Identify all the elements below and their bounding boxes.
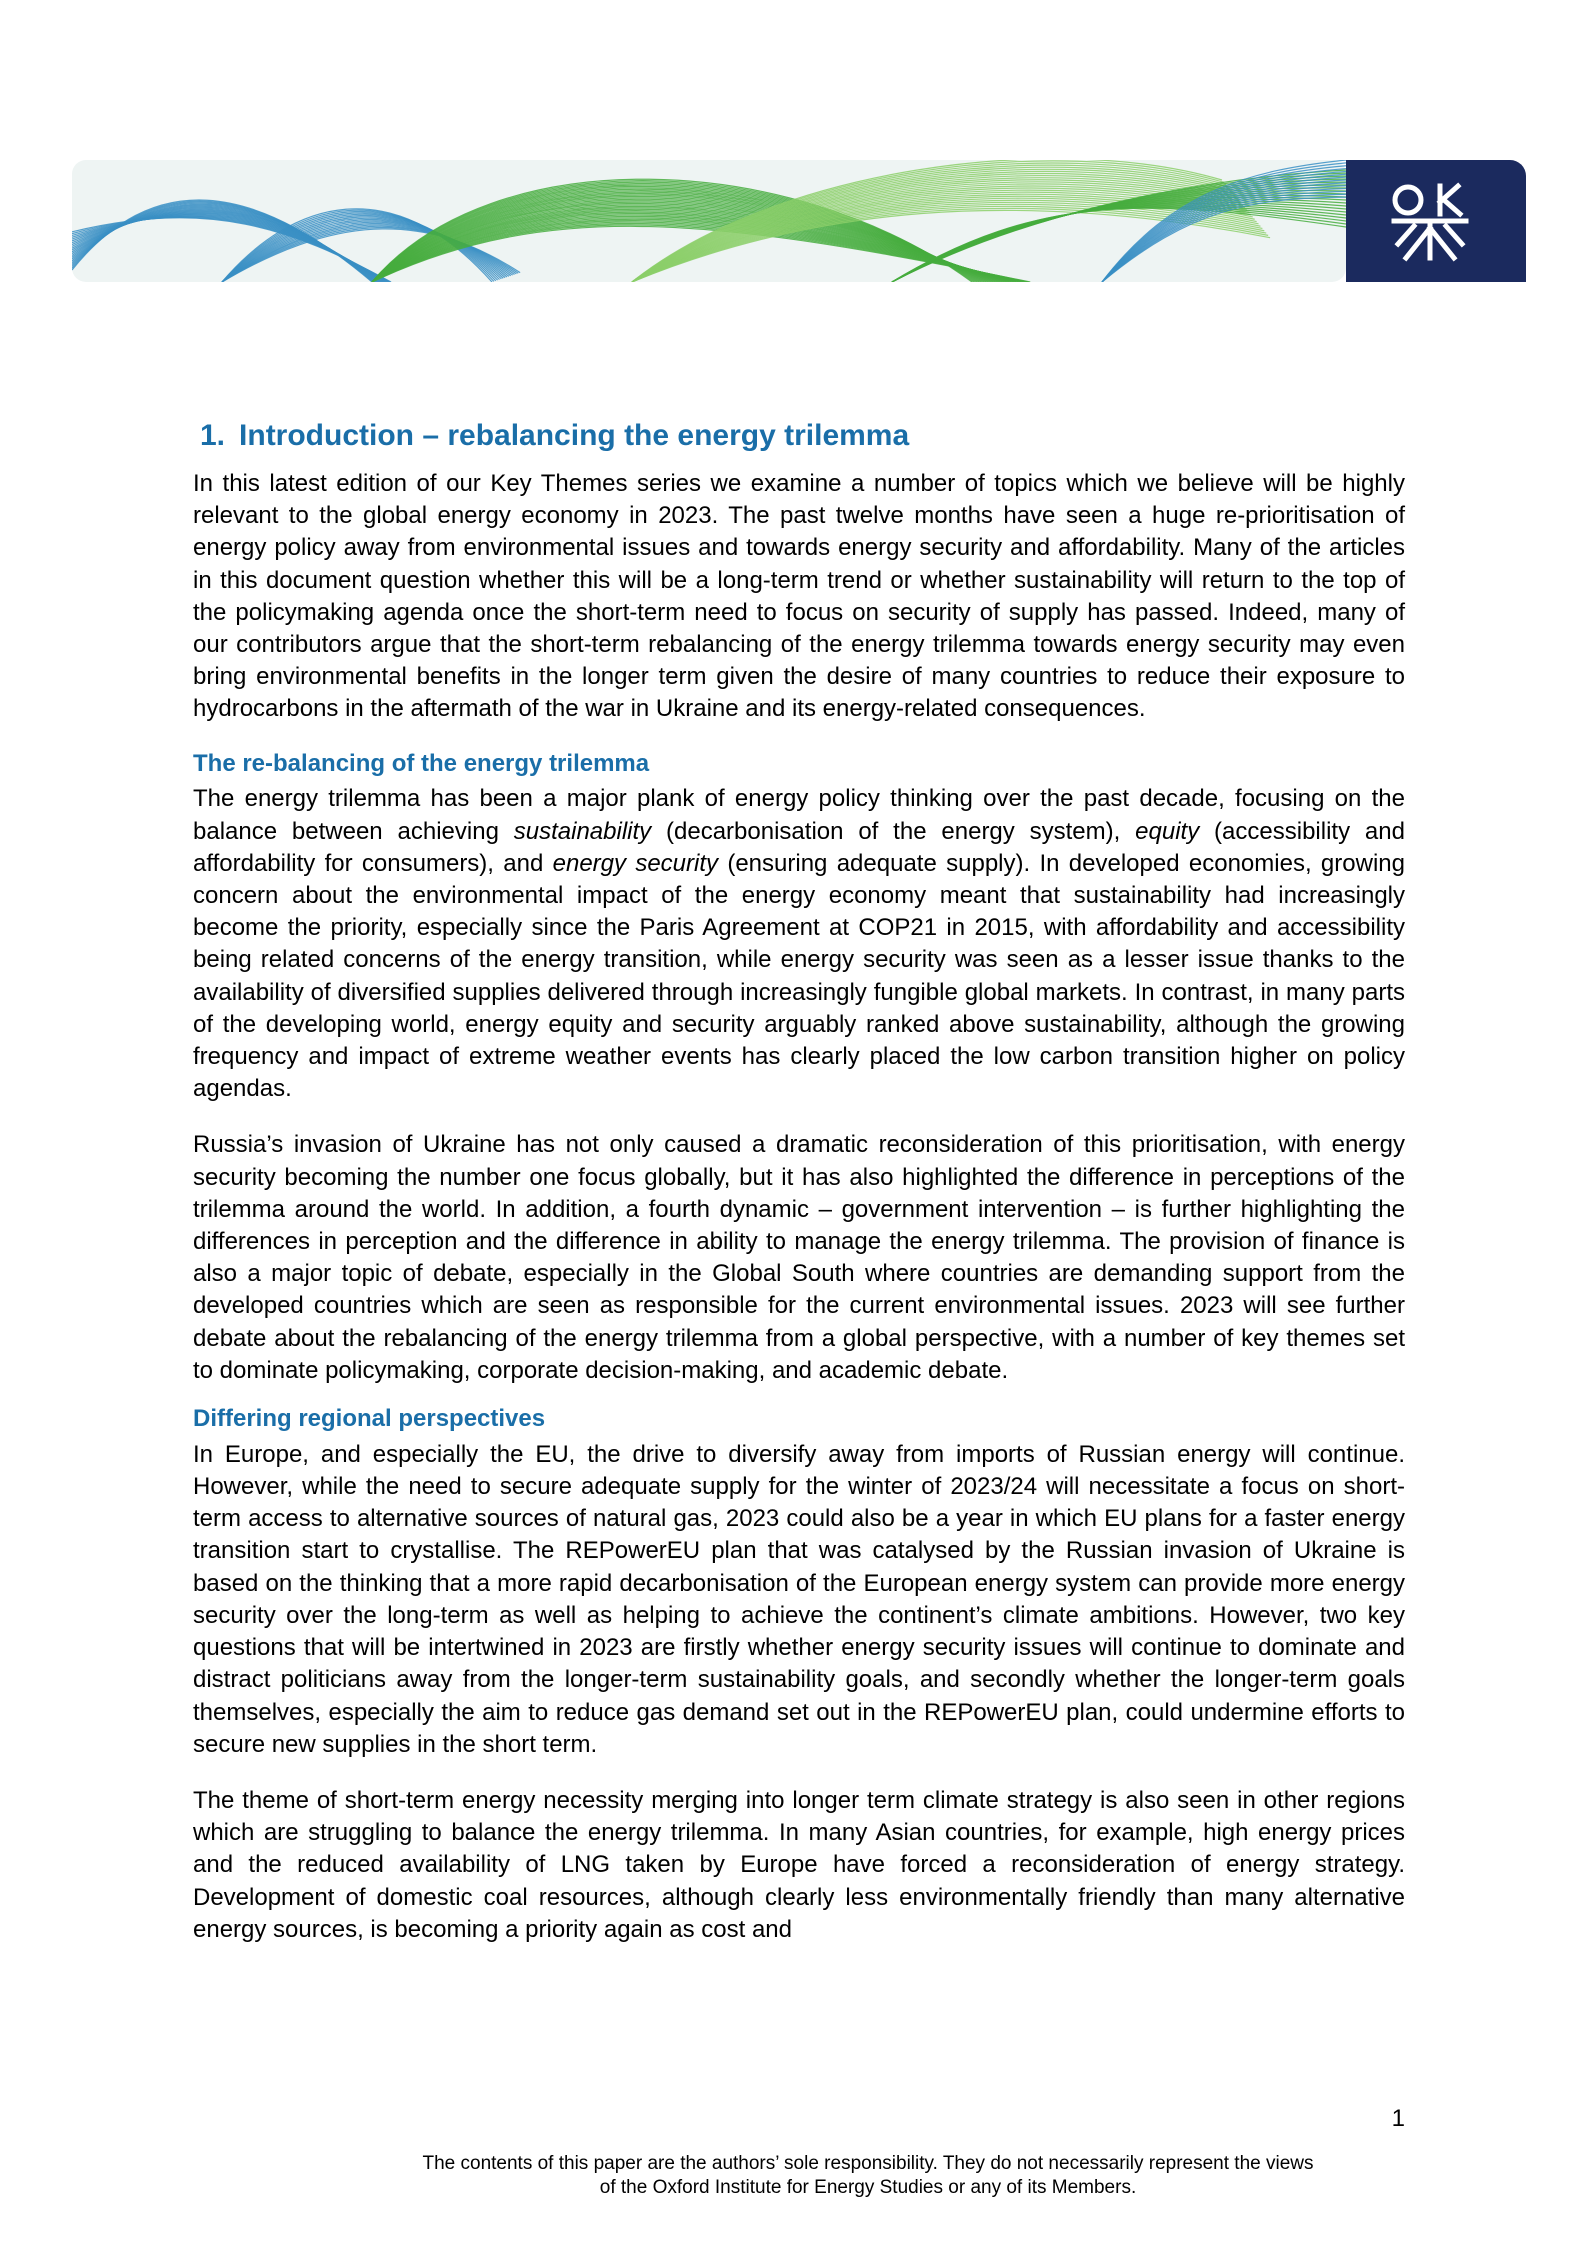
trilemma-paragraph: The energy trilemma has been a major plank of energy policy thinking over the past decade, focusing on the balance between achieving sustainability (decarbonisation of the energy system), equity (accessibility and affordability for consumers), and energy security (ensuring adequate supply). In developed economies, growing concern about the environmental impact of the energy economy meant that sustainability had increasingly become the priority, especially since the Paris Agreement at COP21 in 2015, with affordability and accessibility being related concerns of the energy transition, while energy security was seen as a lesser issue thanks to the availability of diversified supplies delivered through increasingly fungible global markets. In contrast, in many parts of the developing world, energy equity and security arguably ranked above sustainability, although the growing frequency and impact of extreme weather events has clearly placed the low carbon transition higher on policy agendas. bbox=[193, 785, 1405, 1103]
intro-paragraph: In this latest edition of our Key Themes series we examine a number of topics which we believe will be highly relevant to the global energy economy in 2023. The past twelve months have seen a huge re-prioritisation of energy policy away from environmental issues and towards energy security and affordability. Many of the articles in this document question whether this will be a long-term trend or whether sustainability will return to the top of the policymaking agenda once the short-term need to focus on security of supply has passed. Indeed, many of our contributors argue that the short-term rebalancing of the energy trilemma towards energy security may even bring environmental benefits in the longer term given the desire of many countries to reduce their exposure to hydrocarbons in the aftermath of the war in Ukraine and its energy-related consequences. bbox=[193, 470, 1405, 723]
footer-line-1: The contents of this paper are the authors’ sole responsibility. They do not necessarily represent the views bbox=[422, 2153, 1314, 2174]
wave-banner-graphic bbox=[72, 160, 1346, 282]
oies-logo-icon bbox=[1346, 160, 1526, 282]
europe-paragraph: In Europe, and especially the EU, the drive to diversify away from imports of Russian energy will continue. However, while the need to secure adequate supply for the winter of 2023/24 will necessitate a focus on short-term access to alternative sources of natural gas, 2023 could also be a year in which EU plans for a faster energy transition start to crystallise. The REPowerEU plan that was catalysed by the Russian invasion of Ukraine is based on the thinking that a more rapid decarbonisation of the European energy system can provide more energy security over the long-term as well as helping to achieve the continent’s climate ambitions. However, two key questions that will be intertwined in 2023 are firstly whether energy security issues will continue to dominate and distract politicians away from the longer-term sustainability goals, and secondly whether the longer-term goals themselves, especially the aim to reduce gas demand set out in the REPowerEU plan, could undermine efforts to secure new supplies in the short term. bbox=[193, 1440, 1405, 1758]
section-number: 1. bbox=[200, 419, 226, 452]
page-number: 1 bbox=[1391, 2105, 1405, 2132]
section-title-text: Introduction – rebalancing the energy trilemma bbox=[239, 419, 910, 452]
footer-disclaimer bbox=[0, 2152, 1586, 2200]
asia-paragraph: The theme of short-term energy necessity merging into longer term climate strategy is also seen in other regions which are struggling to balance the energy trilemma. In many Asian countries, for example, high energy prices and the reduced availability of LNG taken by Europe have forced a reconsideration of energy strategy. Development of domestic coal resources, although clearly less environmentally friendly than many alternative energy sources, is becoming a priority again as cost and bbox=[193, 1786, 1405, 1943]
article-body bbox=[193, 418, 1405, 1946]
subheading-regional: Differing regional perspectives bbox=[193, 1405, 546, 1433]
oies-logo bbox=[1346, 160, 1526, 282]
invasion-paragraph: Russia’s invasion of Ukraine has not only caused a dramatic reconsideration of this prioritisation, with energy security becoming the number one focus globally, but it has also highlighted the difference in perceptions of the trilemma around the world. In addition, a fourth dynamic – government intervention – is further highlighting the differences in perception and the difference in ability to manage the energy trilemma. The provision of finance is also a major topic of debate, especially in the Global South where countries are demanding support from the developed countries which are seen as responsible for the current environmental issues. 2023 will see further debate about the rebalancing of the energy trilemma from a global perspective, with a number of key themes set to dominate policymaking, corporate decision-making, and academic debate. bbox=[193, 1131, 1405, 1384]
section-title bbox=[200, 418, 1405, 454]
subheading-rebalancing: The re-balancing of the energy trilemma bbox=[193, 749, 650, 777]
header-banner bbox=[72, 160, 1526, 282]
footer-line-2: of the Oxford Institute for Energy Studies or any of its Members. bbox=[599, 2177, 1137, 2198]
